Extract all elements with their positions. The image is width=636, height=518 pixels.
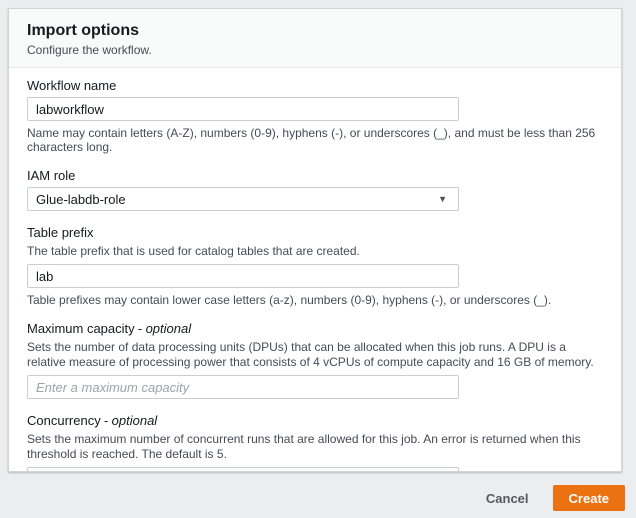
card-header xyxy=(9,9,621,68)
table-prefix-label: Table prefix xyxy=(27,225,94,240)
footer-actions xyxy=(486,484,625,512)
page-subtitle: Configure the workflow. xyxy=(27,43,152,57)
iam-role-selected-value: Glue-labdb-role xyxy=(36,191,126,207)
workflow-name-label: Workflow name xyxy=(27,78,117,93)
max-capacity-description: Sets the number of data processing units (DPUs) that can be allocated when this job runs. A DPU is a relative measure of processing power that consists of 4 vCPUs of compute capacity and 16 GB of memory. xyxy=(27,340,594,369)
create-button[interactable]: Create xyxy=(553,485,625,511)
iam-role-label: IAM role xyxy=(27,168,76,183)
chevron-down-icon: ▼ xyxy=(438,193,447,204)
concurrency-label xyxy=(27,413,603,428)
max-capacity-optional-text: - optional xyxy=(137,321,192,336)
iam-role-select[interactable] xyxy=(27,187,459,211)
form-body xyxy=(9,68,621,472)
concurrency-label-text: Concurrency xyxy=(27,413,101,428)
table-prefix-description: The table prefix that is used for catalog tables that are created. xyxy=(27,244,360,258)
table-prefix-help: Table prefixes may contain lower case letters (a-z), numbers (0-9), hyphens (-), or underscores (_). xyxy=(27,293,552,307)
iam-role-field xyxy=(27,168,603,211)
workflow-name-field xyxy=(27,78,603,154)
max-capacity-label xyxy=(27,321,603,336)
import-options-card xyxy=(8,8,622,472)
table-prefix-field xyxy=(27,225,603,307)
workflow-name-input[interactable] xyxy=(27,97,459,121)
concurrency-optional-text: - optional xyxy=(103,413,158,428)
concurrency-description: Sets the maximum number of concurrent runs that are allowed for this job. An error is returned when this threshold is reached. The default is 5. xyxy=(27,432,581,461)
concurrency-input[interactable] xyxy=(27,467,459,472)
page-title: Import options xyxy=(27,22,139,39)
max-capacity-label-text: Maximum capacity xyxy=(27,321,135,336)
workflow-name-help: Name may contain letters (A-Z), numbers (0-9), hyphens (-), or underscores (_), and must be less than 256 characters long. xyxy=(27,126,596,154)
cancel-button[interactable]: Cancel xyxy=(485,490,529,506)
max-capacity-input[interactable] xyxy=(27,375,459,399)
max-capacity-field xyxy=(27,321,603,399)
table-prefix-input[interactable] xyxy=(27,264,459,288)
concurrency-field xyxy=(27,413,603,472)
